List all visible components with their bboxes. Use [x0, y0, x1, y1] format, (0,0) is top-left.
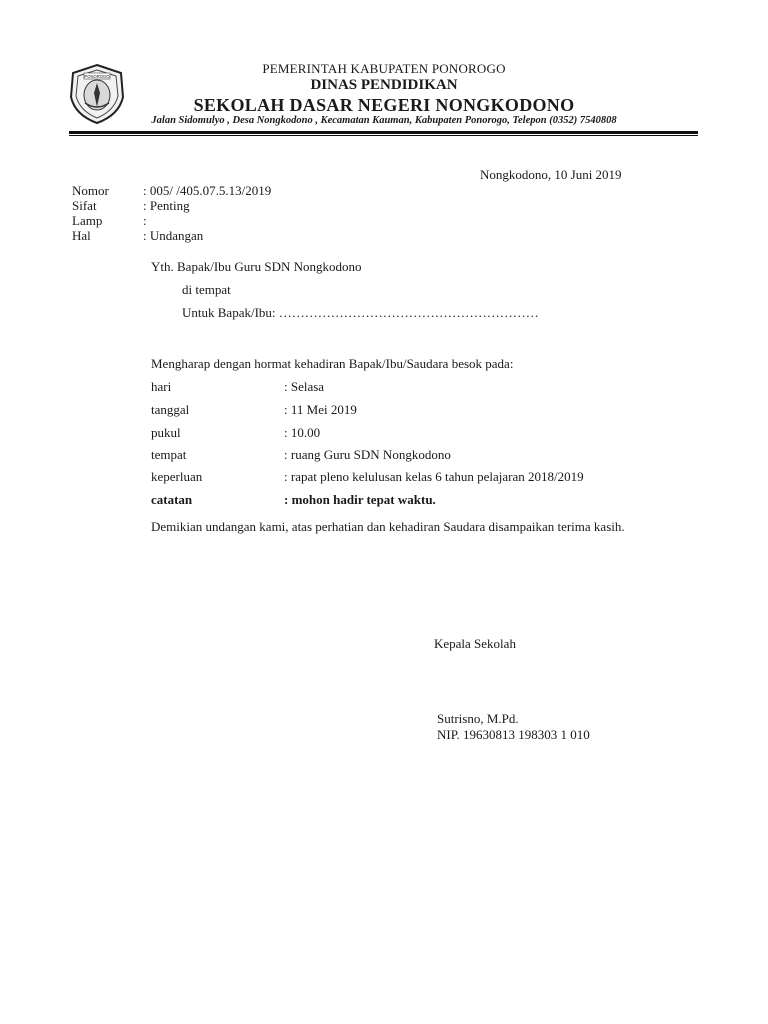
meta-value-lamp: :: [143, 213, 147, 228]
letterhead-divider-thick: [69, 131, 698, 134]
logo-text: PONOROGO: [84, 74, 110, 79]
signature-title: Kepala Sekolah: [434, 636, 516, 651]
school-address: Jalan Sidomulyo , Desa Nongkodono , Kecamatan Kauman, Kabupaten Ponorogo, Telepon (0352) 7540808: [151, 115, 617, 126]
detail-label-tanggal: tanggal: [151, 402, 190, 417]
meta-label-hal: Hal: [72, 228, 91, 243]
meta-label-sifat: Sifat: [72, 198, 97, 213]
meta-value-nomor: : 005/ /405.07.5.13/2019: [143, 183, 272, 198]
detail-value-hari: : Selasa: [284, 379, 325, 394]
date-line: Nongkodono, 10 Juni 2019: [480, 167, 622, 182]
meta-label-nomor: Nomor: [72, 183, 109, 198]
detail-value-tempat: : ruang Guru SDN Nongkodono: [284, 447, 451, 462]
detail-value-pukul: : 10.00: [284, 425, 321, 440]
detail-label-catatan: catatan: [151, 492, 193, 507]
addressee-line: Yth. Bapak/Ibu Guru SDN Nongkodono: [151, 259, 362, 274]
detail-label-tempat: tempat: [151, 447, 187, 462]
detail-value-tanggal: : 11 Mei 2019: [284, 402, 357, 417]
meta-value-hal: : Undangan: [143, 228, 204, 243]
school-name: SEKOLAH DASAR NEGERI NONGKODONO: [193, 95, 575, 115]
signature-name: Sutrisno, M.Pd.: [437, 711, 519, 726]
meta-value-sifat: : Penting: [143, 198, 190, 213]
addressee-recipient: Untuk Bapak/Ibu: ……………………………………………………: [182, 305, 539, 320]
detail-value-catatan: : mohon hadir tepat waktu.: [284, 492, 436, 507]
addressee-location: di tempat: [182, 282, 231, 297]
detail-label-keperluan: keperluan: [151, 469, 203, 484]
government-name: PEMERINTAH KABUPATEN PONOROGO: [262, 61, 506, 76]
closing-paragraph: Demikian undangan kami, atas perhatian dan kehadiran Saudara disampaikan terima kasih.: [151, 519, 625, 534]
signature-nip: NIP. 19630813 198303 1 010: [437, 727, 590, 742]
detail-value-keperluan: : rapat pleno kelulusan kelas 6 tahun pelajaran 2018/2019: [284, 469, 584, 484]
detail-label-hari: hari: [151, 379, 172, 394]
detail-label-pukul: pukul: [151, 425, 181, 440]
meta-label-lamp: Lamp: [72, 213, 103, 228]
intro-paragraph: Mengharap dengan hormat kehadiran Bapak/Ibu/Saudara besok pada:: [151, 356, 514, 371]
letterhead-divider-thin: [69, 135, 698, 136]
department-name: DINAS PENDIDIKAN: [310, 77, 458, 93]
